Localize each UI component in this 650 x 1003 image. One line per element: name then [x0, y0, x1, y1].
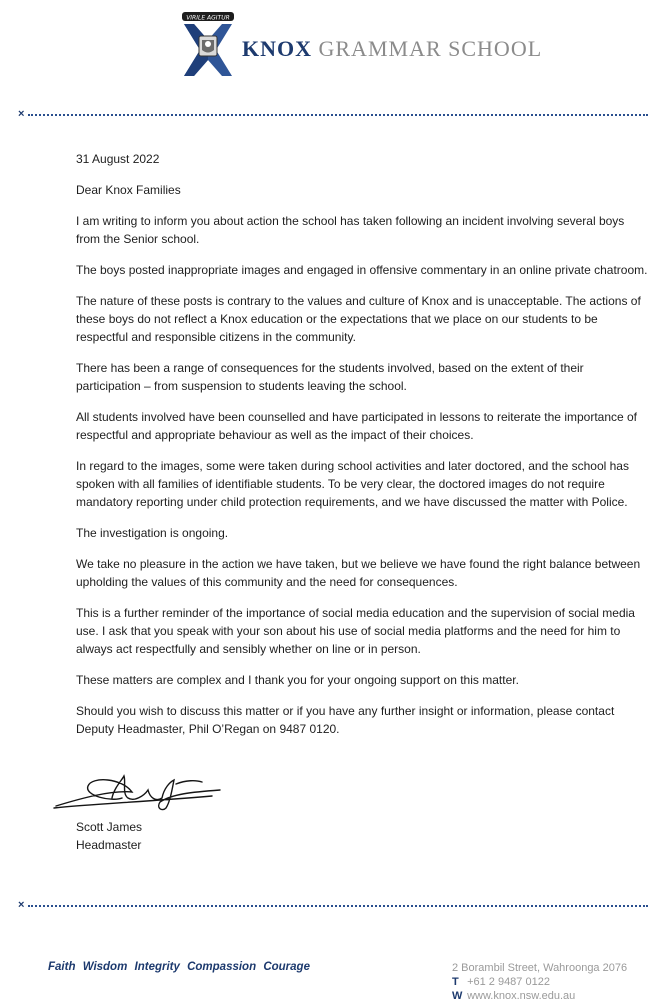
school-name-rest: GRAMMAR SCHOOL: [318, 36, 543, 61]
school-name: [242, 36, 542, 62]
school-crest-logo: [180, 10, 236, 80]
phone-line: [452, 975, 627, 989]
letter-paragraph: We take no pleasure in the action we have taken, but we believe we have found the right balance between upholding the values of this community and the need for consequences.: [76, 557, 641, 589]
letter-signoff: [76, 818, 142, 854]
letter-paragraph: The nature of these posts is contrary to the values and culture of Knox and is unacceptable. The actions of these boys do not reflect a Knox education or the expectations that we place on our students to be respectful and responsible citizens in the community.: [76, 294, 641, 344]
signer-name: Scott James: [76, 820, 143, 834]
letter-paragraph: I am writing to inform you about action the school has taken following an incident involving several boys from the Senior school.: [76, 214, 625, 246]
contact-details: [452, 961, 627, 1003]
letter-paragraph: The investigation is ongoing.: [76, 526, 229, 540]
letter-date: 31 August 2022: [76, 152, 160, 166]
value-item: Courage: [263, 961, 310, 973]
letter-paragraph: Should you wish to discuss this matter or if you have any further insight or information, please contact Deputy Headmaster, Phil O’Regan on 9487 0120.: [76, 704, 615, 736]
value-item: Integrity: [134, 961, 180, 973]
letter-paragraph: In regard to the images, some were taken during school activities and later doctored, and the school has spoken with all families of identifiable students. To be very clear, the doctored images do not require mandatory reporting under child protection requirements, and we have discussed the matter with Police.: [76, 459, 629, 509]
letter-paragraph: This is a further reminder of the importance of social media education and the supervision of social media use. I ask that you speak with your son about his use of social media platforms and the need for him to always act respectfully and sensibly whether on line or in person.: [76, 606, 635, 656]
phone-label: T: [452, 976, 459, 988]
svg-text:VIRILE AGITUR: VIRILE AGITUR: [186, 14, 230, 22]
signer-title: Headmaster: [76, 838, 142, 852]
letterhead: [0, 0, 650, 100]
bottom-divider: ×: [18, 903, 648, 909]
school-values: [48, 961, 314, 973]
letter-paragraph: These matters are complex and I thank you for your ongoing support on this matter.: [76, 673, 519, 687]
letter-paragraph: The boys posted inappropriate images and engaged in offensive commentary in an online private chatroom.: [76, 263, 648, 277]
value-item: Compassion: [187, 961, 257, 973]
phone-number[interactable]: +61 2 9487 0122: [467, 976, 550, 988]
school-name-bold: KNOX: [242, 36, 312, 61]
letter-salutation: Dear Knox Families: [76, 183, 181, 197]
website-link[interactable]: www.knox.nsw.edu.au: [467, 990, 576, 1002]
value-item: Wisdom: [82, 961, 128, 973]
handwritten-signature: [52, 768, 232, 818]
letter-paragraph: There has been a range of consequences for the students involved, based on the extent of their participation – from suspension to students leaving the school.: [76, 361, 584, 393]
web-label: W: [452, 990, 463, 1002]
letter-body: [76, 150, 650, 751]
top-divider: ×: [18, 112, 648, 118]
school-address: 2 Borambil Street, Wahroonga 2076: [452, 962, 628, 974]
value-item: Faith: [48, 961, 76, 973]
letter-paragraph: All students involved have been counselled and have participated in lessons to reiterate the importance of respectful and appropriate behaviour as well as the impact of their choices.: [76, 410, 638, 442]
